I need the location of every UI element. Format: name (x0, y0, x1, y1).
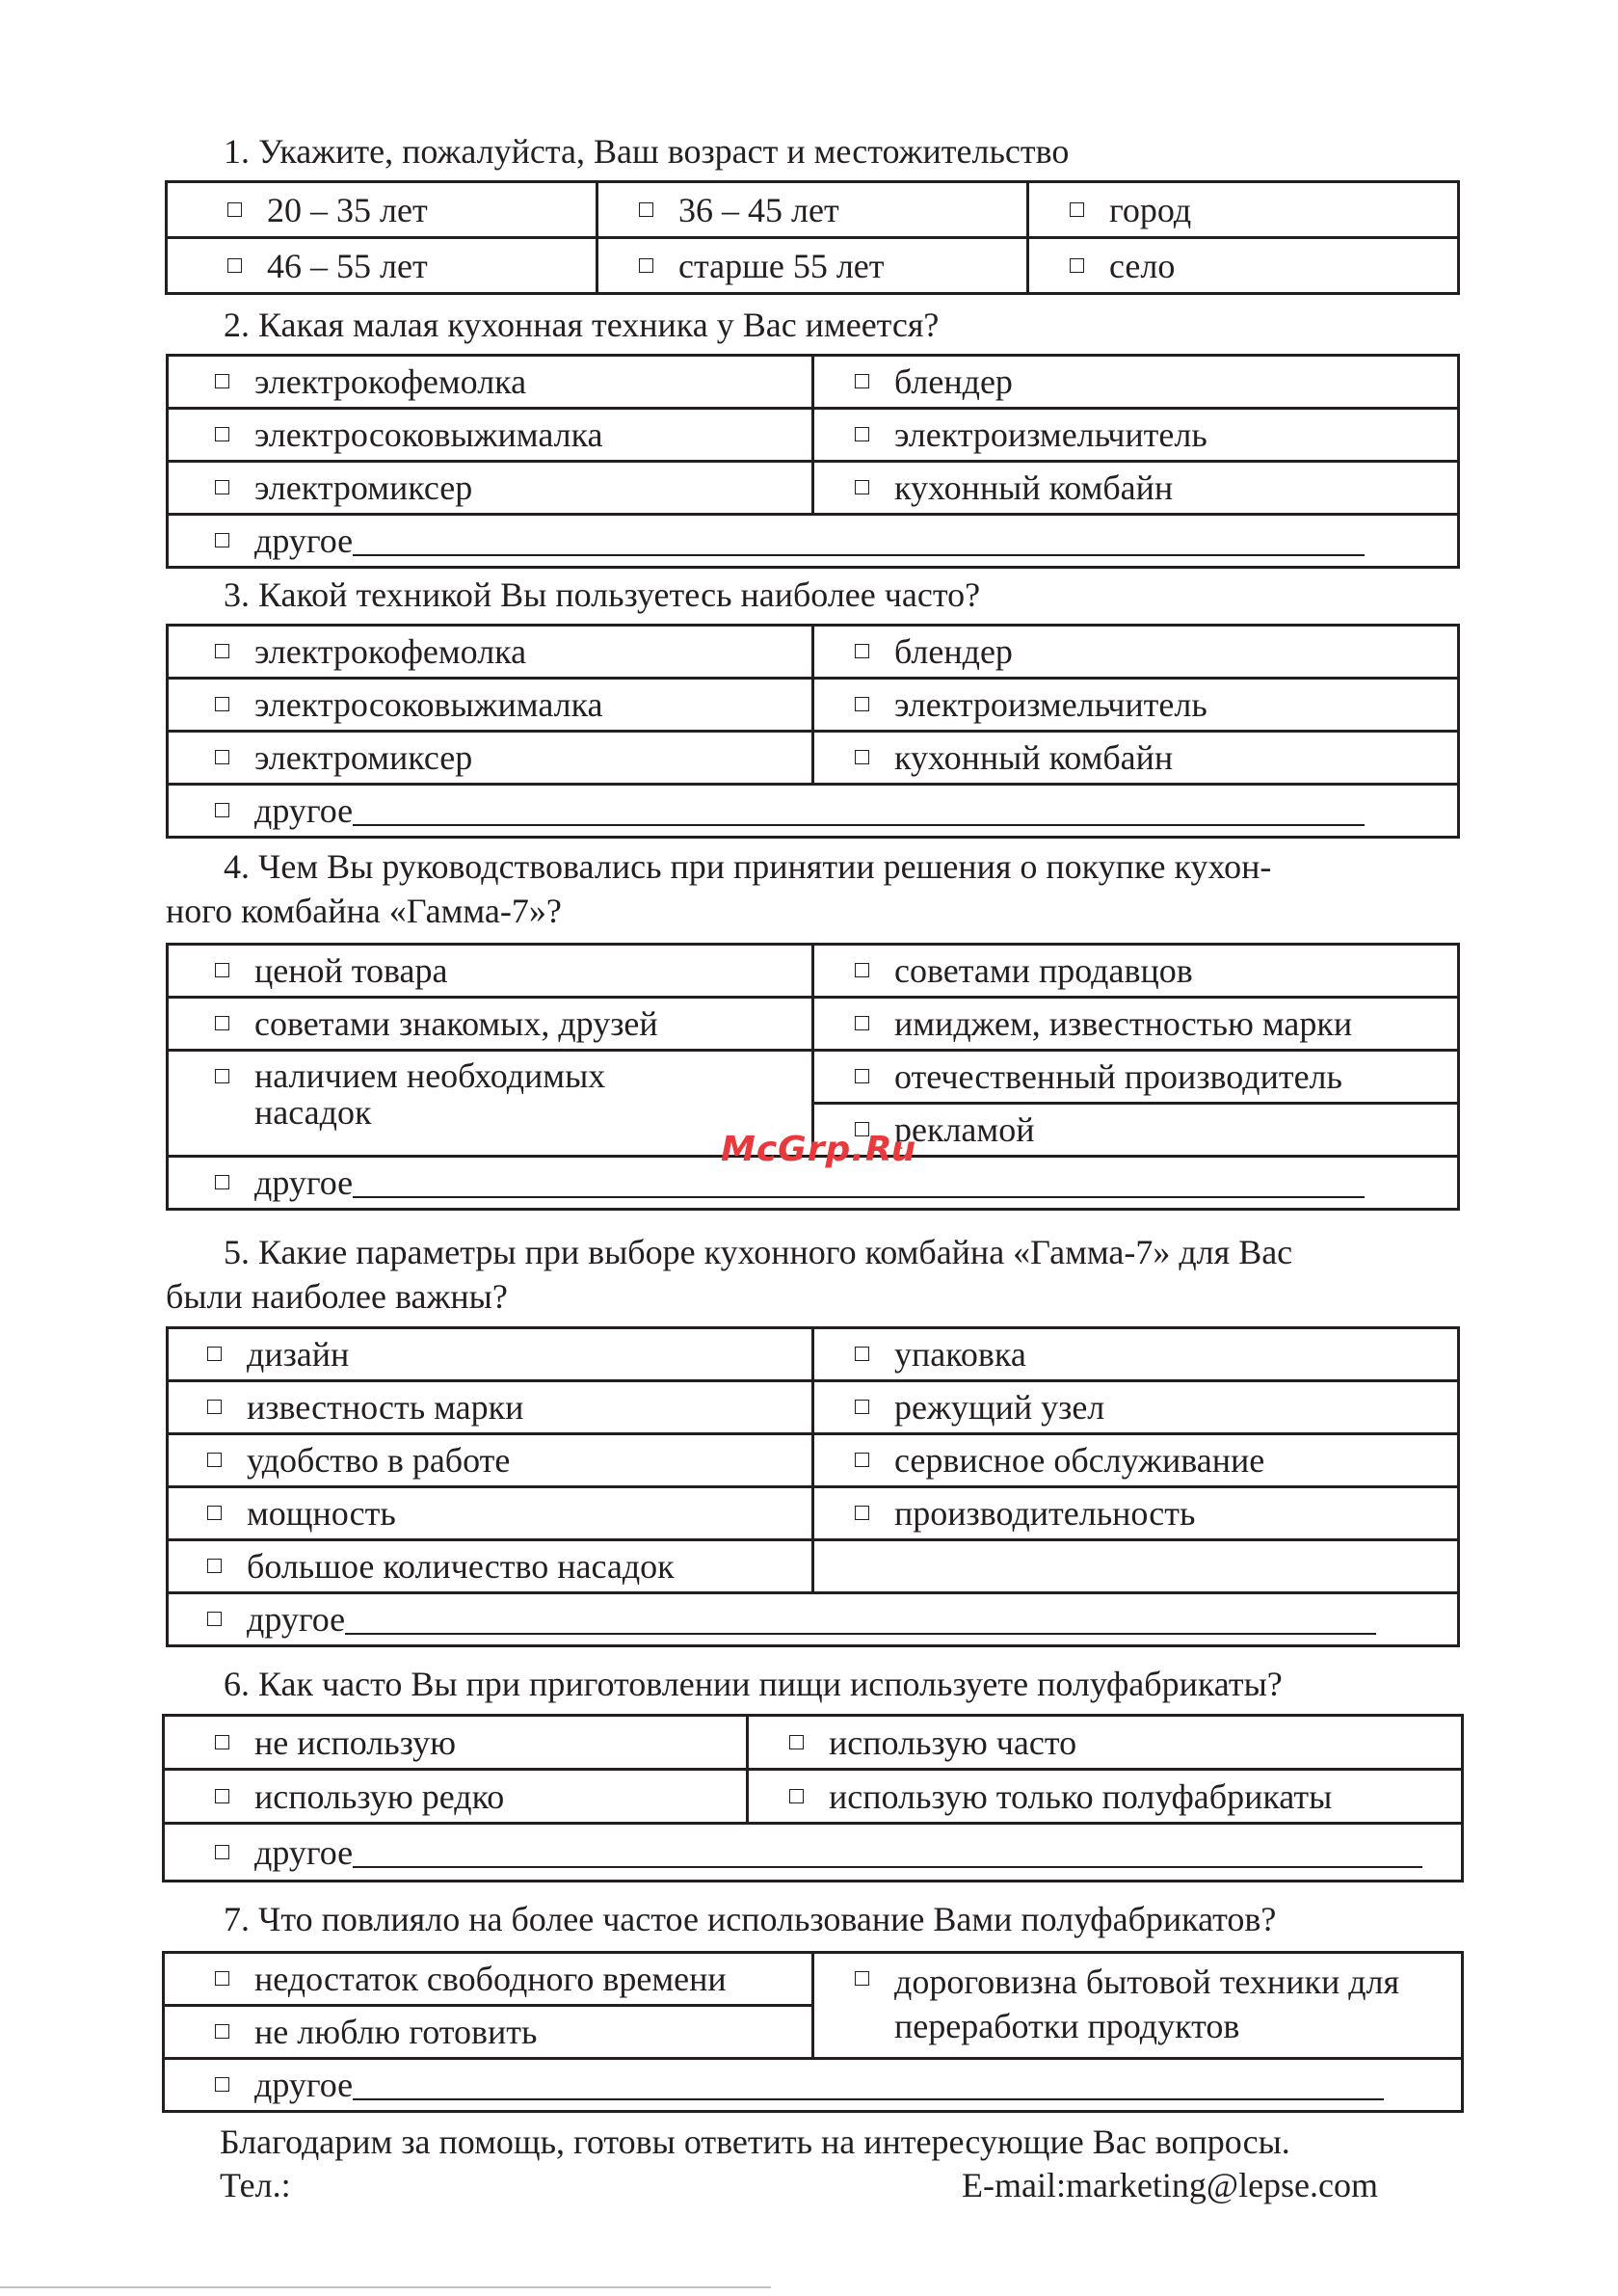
q7-option[interactable] (165, 2013, 811, 2051)
q1-option-city[interactable] (1029, 191, 1457, 229)
watermark: McGrp.Ru (721, 1130, 917, 1169)
option-label: 36 – 45 лет (678, 190, 839, 229)
q3-other[interactable] (169, 791, 1457, 830)
checkbox-icon[interactable] (207, 1559, 222, 1573)
checkbox-icon[interactable] (855, 1453, 869, 1467)
question-1-table (165, 180, 1460, 295)
q4-option-cell (168, 1051, 813, 1157)
q3-option[interactable] (814, 738, 1457, 777)
checkbox-icon[interactable] (215, 644, 229, 658)
checkbox-icon[interactable] (215, 427, 229, 441)
checkbox-icon[interactable] (215, 1016, 229, 1030)
option-label: электроизмельчитель (894, 685, 1207, 724)
q6-option[interactable] (165, 1777, 746, 1816)
option-label: рекламой (894, 1110, 1035, 1149)
page-bottom-rule (0, 2286, 771, 2288)
q1-option-46-55[interactable] (168, 247, 596, 285)
question-3-title: 3. Какой техникой Вы пользуетесь наиболее часто? (224, 575, 981, 614)
q3-option-cell (813, 732, 1459, 785)
option-label: блендер (894, 362, 1013, 401)
footer-thanks: Благодарим за помощь, готовы ответить на интересующие Вас вопросы. (220, 2122, 1290, 2161)
q7-option[interactable] (814, 1960, 1461, 2048)
checkbox-icon[interactable] (215, 697, 229, 711)
q3-option[interactable] (814, 685, 1457, 724)
q7-other[interactable] (165, 2066, 1461, 2104)
q2-other[interactable] (169, 521, 1457, 560)
option-label: электромиксер (254, 738, 473, 777)
checkbox-icon[interactable] (855, 963, 869, 977)
question-2-table (166, 354, 1460, 569)
q3-option[interactable] (814, 632, 1457, 671)
q6-option-cell (164, 1770, 748, 1824)
option-label: блендер (894, 632, 1013, 671)
q3-option[interactable] (169, 632, 811, 671)
q4-option[interactable] (814, 1057, 1457, 1096)
q6-option[interactable] (165, 1723, 746, 1762)
checkbox-icon[interactable] (215, 480, 229, 494)
q3-option-cell (168, 679, 813, 732)
q4-option-cell (813, 1051, 1459, 1104)
question-6-table (162, 1714, 1464, 1882)
checkbox-icon[interactable] (215, 1735, 229, 1749)
other-answer-line[interactable] (353, 1833, 1422, 1868)
q2-option[interactable] (169, 362, 811, 401)
question-4-table (166, 943, 1460, 1211)
q5-option-cell (168, 1540, 813, 1593)
option-label: дороговизна бытовой техники для переработки продуктов (894, 1962, 1400, 2045)
option-label: упаковка (894, 1335, 1026, 1374)
question-5-title-line1: 5. Какие параметры при выборе кухонного комбайна «Гамма-7» для Вас (224, 1233, 1293, 1271)
checkbox-icon[interactable] (215, 1789, 229, 1803)
q1-option-over-55[interactable] (598, 247, 1026, 285)
question-4-title-line2: ного комбайна «Гамма-7»? (166, 892, 562, 930)
q3-option-cell (168, 732, 813, 785)
q6-option-cell (748, 1716, 1463, 1770)
question-5-table (166, 1326, 1460, 1647)
option-label: электромиксер (254, 468, 473, 507)
q3-option-cell (813, 679, 1459, 732)
checkbox-icon[interactable] (215, 1971, 229, 1986)
checkbox-icon[interactable] (855, 1347, 869, 1361)
option-label: село (1109, 246, 1176, 285)
question-6-title: 6. Как часто Вы при приготовлении пищи используете полуфабрикаты? (224, 1665, 1283, 1703)
q7-option-cell (813, 1953, 1463, 2059)
q6-option-cell (164, 1716, 748, 1770)
checkbox-icon[interactable] (207, 1453, 222, 1467)
q5-option[interactable] (169, 1335, 811, 1374)
q2-option[interactable] (814, 468, 1457, 507)
checkbox-icon[interactable] (789, 1789, 804, 1803)
q4-option[interactable] (169, 1057, 811, 1131)
checkbox-icon[interactable] (855, 427, 869, 441)
q2-option[interactable] (169, 415, 811, 454)
q5-option-cell (168, 1328, 813, 1381)
q4-option-cell (813, 998, 1459, 1051)
other-label: другое (254, 2066, 354, 2104)
q5-option[interactable] (169, 1494, 811, 1533)
checkbox-icon[interactable] (639, 258, 653, 273)
q1-option-36-45[interactable] (598, 191, 1026, 229)
other-label: другое (247, 1600, 346, 1639)
option-label: дизайн (247, 1335, 350, 1374)
q5-option[interactable] (814, 1388, 1457, 1427)
q3-option[interactable] (169, 685, 811, 724)
checkbox-icon[interactable] (855, 374, 869, 388)
q1-option-cell (167, 182, 597, 238)
q6-option-cell (748, 1770, 1463, 1824)
option-label: кухонный комбайн (894, 468, 1174, 507)
q5-option-cell (813, 1487, 1459, 1540)
q5-option[interactable] (169, 1441, 811, 1480)
q2-option-cell (168, 356, 813, 409)
checkbox-icon[interactable] (215, 1845, 229, 1859)
q2-option-cell (813, 409, 1459, 462)
question-1-title: 1. Укажите, пожалуйста, Ваш возраст и местожительство (224, 132, 1070, 171)
q6-option[interactable] (749, 1723, 1461, 1762)
checkbox-icon[interactable] (215, 1069, 229, 1083)
checkbox-icon[interactable] (215, 2024, 229, 2039)
option-label: не люблю готовить (254, 2013, 538, 2051)
q5-option-cell (168, 1487, 813, 1540)
checkbox-icon[interactable] (227, 202, 242, 217)
checkbox-icon[interactable] (855, 1069, 869, 1083)
checkbox-icon[interactable] (227, 258, 242, 273)
checkbox-icon[interactable] (855, 1506, 869, 1520)
q6-other[interactable] (165, 1833, 1461, 1872)
checkbox-icon[interactable] (215, 803, 229, 817)
option-label: электрокофемолка (254, 632, 527, 671)
q6-option[interactable] (749, 1777, 1461, 1816)
checkbox-icon[interactable] (207, 1400, 222, 1414)
q4-option[interactable] (169, 1004, 811, 1043)
option-label: использую только полуфабрикаты (829, 1776, 1333, 1816)
option-label: 20 – 35 лет (267, 190, 428, 229)
q5-option[interactable] (814, 1441, 1457, 1480)
question-3-table (166, 624, 1460, 839)
other-answer-line[interactable] (345, 1600, 1376, 1635)
q1-option-cell (167, 238, 597, 294)
other-label: другое (254, 791, 354, 830)
q4-other[interactable] (169, 1163, 1457, 1202)
question-7-table (162, 1951, 1464, 2113)
q1-option-cell (597, 182, 1028, 238)
checkbox-icon[interactable] (855, 480, 869, 494)
q5-option-cell (813, 1434, 1459, 1487)
option-label: наличием необходимых насадок (254, 1056, 606, 1132)
q5-other[interactable] (169, 1600, 1457, 1639)
option-label: город (1109, 190, 1192, 229)
option-label: имиджем, известностью марки (894, 1004, 1353, 1043)
question-5-title-line2: были наиболее важны? (166, 1277, 508, 1316)
q3-option-cell (168, 626, 813, 679)
checkbox-icon[interactable] (855, 644, 869, 658)
q2-option-cell (168, 462, 813, 515)
q5-option[interactable] (814, 1494, 1457, 1533)
option-label: ценой товара (254, 951, 448, 990)
other-answer-line[interactable] (353, 521, 1365, 556)
checkbox-icon[interactable] (215, 374, 229, 388)
option-label: удобство в работе (247, 1441, 511, 1480)
other-label: другое (254, 1163, 354, 1202)
q2-option-cell (813, 356, 1459, 409)
q2-other-cell (168, 515, 1459, 568)
checkbox-icon[interactable] (215, 533, 229, 547)
footer-phone: Тел.: (220, 2166, 291, 2204)
q4-option[interactable] (814, 951, 1457, 990)
checkbox-icon[interactable] (215, 963, 229, 977)
q5-option-cell (813, 1381, 1459, 1434)
checkbox-icon[interactable] (215, 2077, 229, 2092)
checkbox-icon[interactable] (215, 1175, 229, 1189)
question-2-title: 2. Какая малая кухонная техника у Вас имеется? (224, 306, 940, 344)
checkbox-icon[interactable] (855, 1016, 869, 1030)
q4-option-cell (168, 945, 813, 998)
option-label: старше 55 лет (678, 246, 885, 285)
q2-option[interactable] (814, 362, 1457, 401)
q2-option[interactable] (814, 415, 1457, 454)
q1-option-cell (597, 238, 1028, 294)
checkbox-icon[interactable] (639, 202, 653, 217)
q4-option-cell (168, 998, 813, 1051)
checkbox-icon[interactable] (1070, 258, 1084, 273)
option-label: электроизмельчитель (894, 415, 1207, 454)
option-label: кухонный комбайн (894, 738, 1174, 777)
option-label: сервисное обслуживание (894, 1441, 1265, 1480)
q1-option-cell (1028, 238, 1459, 294)
option-label: использую часто (829, 1722, 1077, 1762)
option-label: электрокофемолка (254, 362, 527, 401)
checkbox-icon[interactable] (855, 1971, 869, 1986)
option-label: советами продавцов (894, 951, 1193, 990)
q4-option[interactable] (169, 951, 811, 990)
option-label: отечественный производитель (894, 1057, 1342, 1096)
q4-option[interactable] (814, 1004, 1457, 1043)
option-label: 46 – 55 лет (267, 246, 428, 285)
q6-other-cell (164, 1824, 1463, 1882)
checkbox-icon[interactable] (215, 750, 229, 764)
other-answer-line[interactable] (353, 2066, 1384, 2100)
q2-option[interactable] (169, 468, 811, 507)
footer-email[interactable]: E-mail:marketing@lepse.com (962, 2166, 1379, 2204)
checkbox-icon[interactable] (207, 1347, 222, 1361)
other-label: другое (254, 1832, 354, 1872)
q2-option-cell (813, 462, 1459, 515)
option-label: известность марки (247, 1388, 524, 1427)
q5-option-cell (168, 1381, 813, 1434)
q1-option-cell (1028, 182, 1459, 238)
checkbox-icon[interactable] (855, 1400, 869, 1414)
checkbox-icon[interactable] (789, 1735, 804, 1749)
option-label: мощность (247, 1494, 396, 1533)
option-label: недостаток свободного времени (254, 1960, 727, 1998)
checkbox-icon[interactable] (855, 750, 869, 764)
option-label: большое количество насадок (247, 1547, 675, 1586)
option-label: использую редко (254, 1776, 505, 1816)
question-7-title: 7. Что повлияло на более частое использование Вами полуфабрикатов? (224, 1900, 1277, 1938)
checkbox-icon[interactable] (207, 1506, 222, 1520)
q5-option[interactable] (169, 1388, 811, 1427)
option-label: производительность (894, 1494, 1196, 1533)
q2-option-cell (168, 409, 813, 462)
q7-option-cell (164, 2006, 813, 2059)
option-label: электросоковыжималка (254, 415, 603, 454)
q5-option-cell (168, 1434, 813, 1487)
checkbox-icon[interactable] (855, 697, 869, 711)
q5-option[interactable] (169, 1547, 811, 1586)
q5-option-cell (813, 1328, 1459, 1381)
q4-option-cell (813, 945, 1459, 998)
other-label: другое (254, 521, 354, 560)
q1-option-20-35[interactable] (168, 191, 596, 229)
option-label: не использую (254, 1722, 457, 1762)
q3-option-cell (813, 626, 1459, 679)
q1-option-village[interactable] (1029, 247, 1457, 285)
q3-option[interactable] (169, 738, 811, 777)
q7-other-cell (164, 2059, 1463, 2112)
q7-option-cell (164, 1953, 813, 2006)
option-label: электросоковыжималка (254, 685, 603, 724)
q3-other-cell (168, 785, 1459, 838)
q5-option[interactable] (814, 1335, 1457, 1374)
option-label: советами знакомых, друзей (254, 1004, 658, 1043)
other-answer-line[interactable] (353, 791, 1365, 826)
q5-empty-cell (813, 1540, 1459, 1593)
option-label: режущий узел (894, 1388, 1105, 1427)
checkbox-icon[interactable] (1070, 202, 1084, 217)
question-4-title-line1: 4. Чем Вы руководствовались при принятии решения о покупке кухон- (224, 847, 1272, 886)
checkbox-icon[interactable] (207, 1612, 222, 1626)
q7-option[interactable] (165, 1960, 811, 1998)
q5-other-cell (168, 1593, 1459, 1646)
